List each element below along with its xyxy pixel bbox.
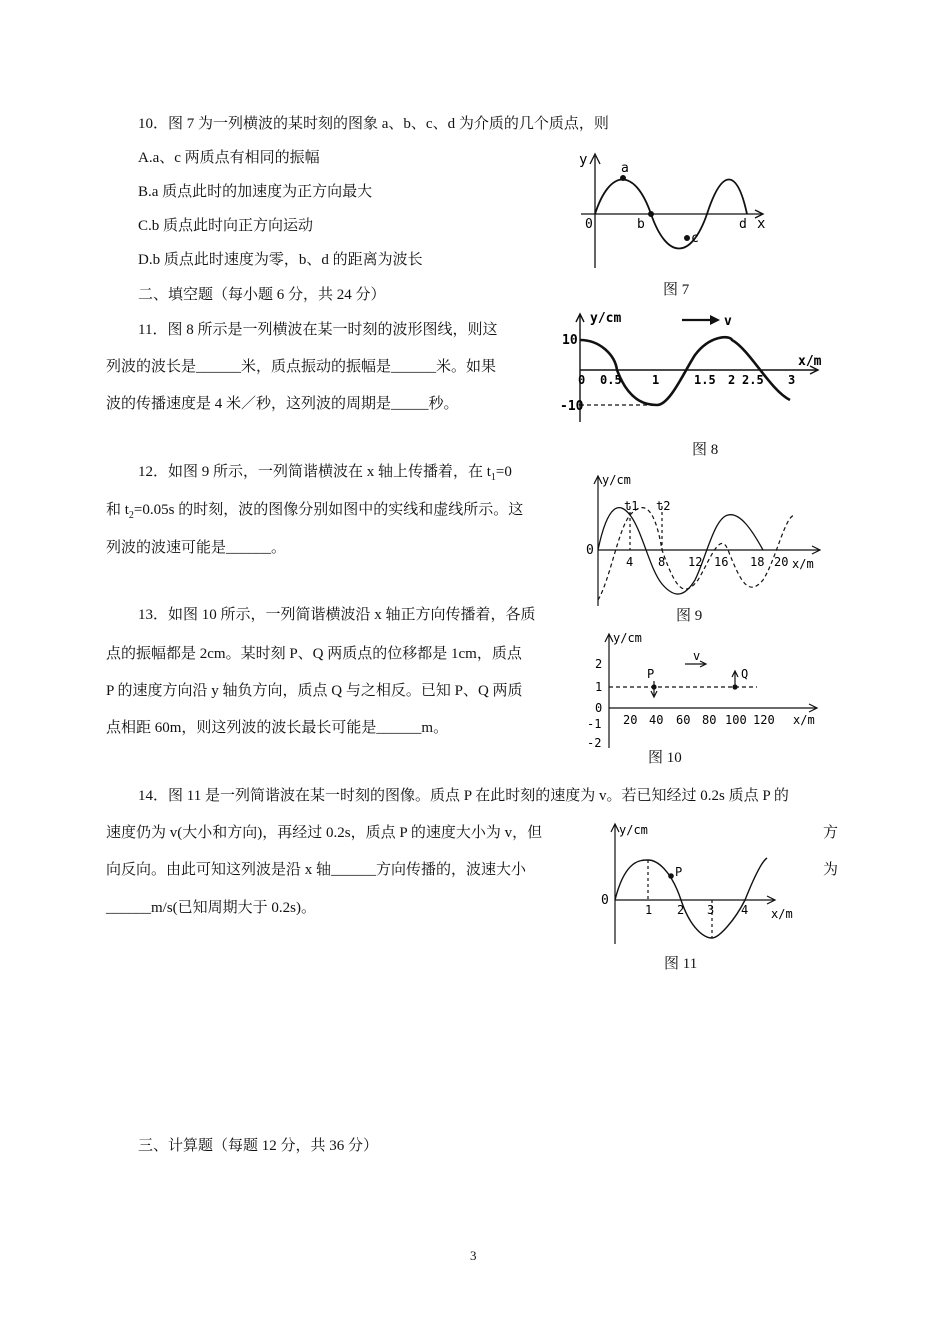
fig7-x-label: x xyxy=(757,216,766,232)
q11-line-3: 波的传播速度是 4 米／秒，这列波的周期是_____秒。 xyxy=(106,396,459,412)
fig10-point-q: Q xyxy=(741,667,749,681)
q14-line-3: 向反向。由此可知这列波是沿 x 轴______方向传播的，波速大小 xyxy=(106,862,527,878)
fig11-caption: 图 11 xyxy=(664,956,698,972)
fig10-x-tick-120: 120 xyxy=(753,713,775,727)
fig8-x-tick-1: 1 xyxy=(652,373,660,387)
q13-line-2: 点的振幅都是 2cm。某时刻 P、Q 两质点的位移都是 1cm，质点 xyxy=(106,646,522,662)
fig8-velocity-label: v xyxy=(724,314,732,329)
fig9-x-tick-18: 18 xyxy=(750,555,765,569)
fig7-point-b: b xyxy=(637,217,645,232)
fig10-point-p: P xyxy=(647,667,655,681)
section-fill-in-heading: 二、填空题（每小题 6 分，共 24 分） xyxy=(138,287,386,303)
fig9-x-tick-8: 8 xyxy=(658,555,666,569)
fig9-y-label: y/cm xyxy=(602,473,631,487)
fig10-x-tick-40: 40 xyxy=(649,713,664,727)
fig8-y-tick-neg10: -10 xyxy=(560,399,584,414)
q10-option-d: D.b 质点此时速度为零，b、d 的距离为波长 xyxy=(138,252,423,268)
fig10-y-tick-neg2: -2 xyxy=(587,736,602,750)
q14-line-3-end: 为 xyxy=(823,862,839,878)
fig10-y-label: y/cm xyxy=(613,631,642,645)
q13-line-4: 点相距 60m，则这列波的波长最长可能是______m。 xyxy=(106,720,449,736)
page-number: 3 xyxy=(470,1248,477,1263)
fig9-origin: 0 xyxy=(586,543,594,558)
fig11-point-p: P xyxy=(675,865,683,879)
fig10-x-tick-100: 100 xyxy=(725,713,747,727)
fig10-x-label: x/m xyxy=(793,713,815,727)
q10-option-b: B.a 质点此时的加速度为正方向最大 xyxy=(138,184,373,200)
fig9-x-tick-16: 16 xyxy=(714,555,729,569)
fig8-x-tick-2: 2 xyxy=(728,373,736,387)
fig8-x-tick-0.5: 0.5 xyxy=(600,373,622,387)
q13-line-1: 13．如图 10 所示，一列简谐横波沿 x 轴正方向传播着，各质 xyxy=(138,607,536,623)
fig10-y-tick-0: 0 xyxy=(595,701,603,715)
fig8-x-tick-0: 0 xyxy=(578,373,586,387)
fig7-point-c: c xyxy=(691,231,699,246)
fig11-x-tick-1: 1 xyxy=(645,903,653,917)
figure-8 xyxy=(560,310,825,425)
figure-7 xyxy=(575,148,775,270)
fig11-x-tick-2: 2 xyxy=(677,903,685,917)
section-calculation-heading: 三、计算题（每题 12 分，共 36 分） xyxy=(138,1138,379,1154)
fig11-x-tick-4: 4 xyxy=(741,903,749,917)
fig10-y-tick-2: 2 xyxy=(595,657,603,671)
figure-10 xyxy=(585,628,825,750)
q10-option-c: C.b 质点此时向正方向运动 xyxy=(138,218,314,234)
q14-line-4: ______m/s(已知周期大于 0.2s)。 xyxy=(106,900,317,916)
fig11-origin: 0 xyxy=(601,893,609,908)
fig9-t2-label: t2 xyxy=(656,499,671,513)
figure-11 xyxy=(595,820,805,948)
fig8-y-label: y/cm xyxy=(590,311,622,326)
fig10-x-tick-60: 60 xyxy=(676,713,691,727)
fig8-x-tick-2.5: 2.5 xyxy=(742,373,764,387)
q14-line-1: 14．图 11 是一列简谐波在某一时刻的图像。质点 P 在此时刻的速度为 v。若已知经过 0.2s 质点 P 的 xyxy=(138,788,789,804)
fig10-x-tick-80: 80 xyxy=(702,713,717,727)
q12-line-1: 12．如图 9 所示，一列简谐横波在 x 轴上传播着，在 $t_1=0$ xyxy=(138,464,512,483)
q10-stem: 10．图 7 为一列横波的某时刻的图象 a、b、c、d 为介质的几个质点，则 xyxy=(138,116,609,132)
fig10-y-tick-neg1: -1 xyxy=(587,717,602,731)
fig11-x-tick-3: 3 xyxy=(707,903,715,917)
fig8-x-tick-1.5: 1.5 xyxy=(694,373,716,387)
q13-line-3: P 的速度方向沿 y 轴负方向，质点 Q 与之相反。已知 P、Q 两质 xyxy=(106,683,523,699)
q11-line-2: 列波的波长是______米，质点振动的振幅是______米。如果 xyxy=(106,359,497,375)
fig8-x-label: x/m xyxy=(798,354,822,369)
fig9-caption: 图 9 xyxy=(676,608,703,624)
fig10-x-tick-20: 20 xyxy=(623,713,638,727)
q10-option-a: A.a、c 两质点有相同的振幅 xyxy=(138,150,320,166)
fig11-x-label: x/m xyxy=(771,907,793,921)
fig7-caption: 图 7 xyxy=(663,282,690,298)
q14-line-2: 速度仍为 v(大小和方向)，再经过 0.2s，质点 P 的速度大小为 v，但 xyxy=(106,825,543,841)
fig7-origin: 0 xyxy=(585,217,593,232)
fig9-x-tick-4: 4 xyxy=(626,555,634,569)
fig7-point-d: d xyxy=(739,217,747,232)
fig8-y-tick-10: 10 xyxy=(562,333,578,348)
fig9-t1-label: t1 xyxy=(624,499,639,513)
q12-line-2: 和 $t_2=0.05s$ 的时刻，波的图像分别如图中的实线和虚线所示。这 xyxy=(106,502,524,521)
fig8-caption: 图 8 xyxy=(692,442,719,458)
fig10-caption: 图 10 xyxy=(648,750,682,766)
q11-line-1: 11．图 8 所示是一列横波在某一时刻的波形图线，则这 xyxy=(138,322,498,338)
fig8-x-tick-3: 3 xyxy=(788,373,796,387)
q14-line-2-end: 方 xyxy=(823,825,839,841)
q12-line-3: 列波的波速可能是______。 xyxy=(106,540,287,556)
fig7-point-a: a xyxy=(621,161,629,176)
fig9-x-label: x/m xyxy=(792,557,814,571)
fig11-y-label: y/cm xyxy=(619,823,648,837)
fig9-x-tick-12: 12 xyxy=(688,555,703,569)
fig10-velocity-label: v xyxy=(693,649,701,663)
fig7-y-label: y xyxy=(579,152,588,168)
fig10-y-tick-1: 1 xyxy=(595,680,603,694)
figure-9 xyxy=(580,470,830,610)
fig9-x-tick-20: 20 xyxy=(774,555,789,569)
